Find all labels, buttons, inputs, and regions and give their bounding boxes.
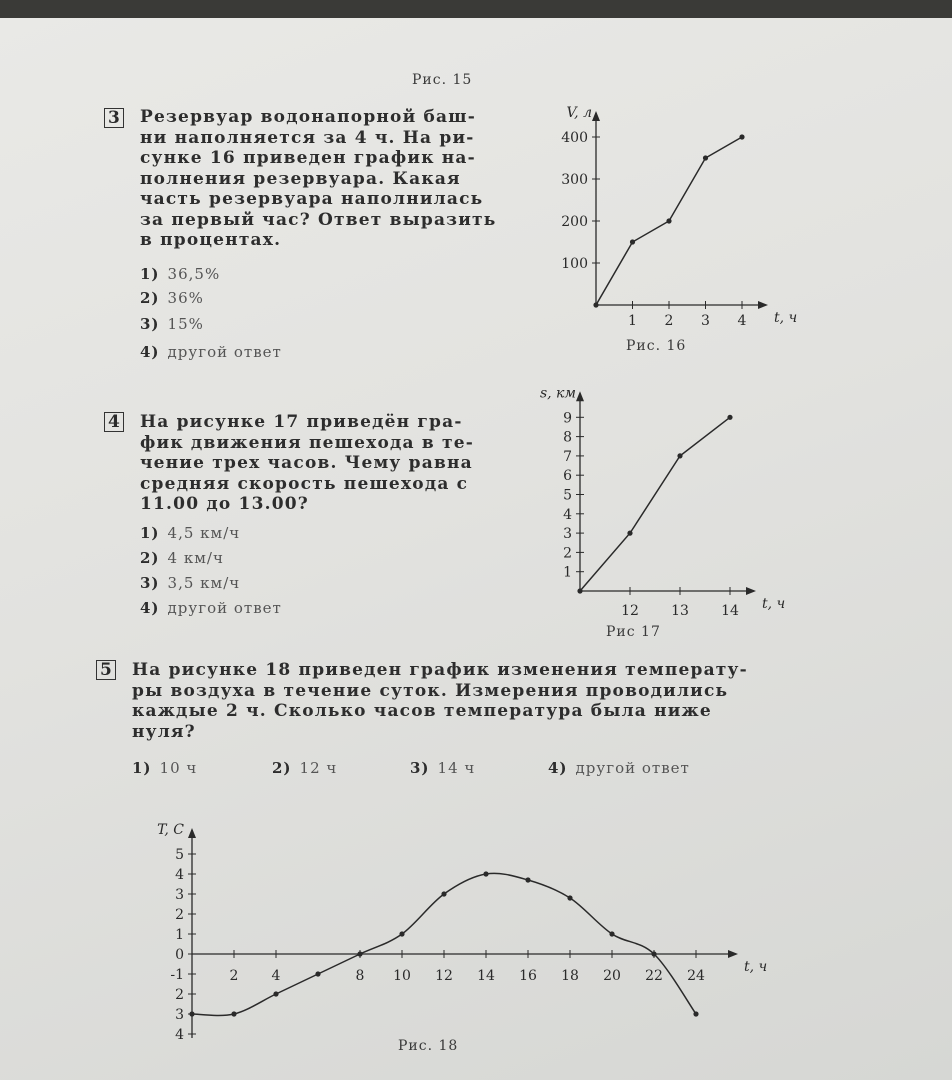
y-tick-label: 3: [563, 526, 572, 543]
q5-line: На рисунке 18 приведен график изменения температу-: [132, 660, 748, 680]
q5-text: [132, 660, 792, 742]
q3-option-2: [140, 289, 204, 307]
y-tick-label: 2: [175, 907, 184, 923]
q4-line: 11.00 до 13.00?: [140, 494, 309, 514]
q5-line: ры воздуха в течение суток. Измерения проводились: [132, 680, 729, 701]
q4-option-2: [140, 549, 224, 567]
x-tick-label: 1: [628, 313, 637, 329]
data-point: [651, 951, 656, 956]
y-tick-label: 6: [563, 468, 572, 485]
x-tick-label: 22: [645, 968, 663, 984]
x-tick-label: 3: [701, 313, 710, 329]
q5-option-2: [272, 759, 337, 777]
y-tick-label: 1: [563, 564, 572, 581]
q5-line: каждые 2 ч. Сколько часов температура была ниже: [132, 701, 712, 721]
option-value: другой ответ: [167, 343, 282, 361]
y-tick-label: 0: [175, 947, 184, 963]
option-value: 10 ч: [159, 759, 198, 777]
y-tick-label: 9: [563, 410, 572, 427]
option-number: 2): [140, 289, 160, 307]
y-tick-label: 3: [175, 1007, 184, 1023]
fig18-caption: Рис. 18: [398, 1038, 459, 1054]
x-axis-label: t, ч: [762, 596, 786, 612]
data-point: [666, 218, 671, 223]
q4-text: [140, 412, 520, 515]
y-tick-label: 2: [175, 987, 184, 1003]
y-tick-label: 300: [561, 172, 588, 188]
fig16-caption: Рис. 16: [626, 338, 687, 354]
data-point: [739, 134, 744, 139]
data-point: [273, 991, 278, 996]
option-value: 4 км/ч: [167, 549, 224, 567]
option-value: 36%: [167, 289, 204, 307]
x-tick-label: 10: [393, 968, 411, 984]
q5-option-3: [410, 759, 475, 777]
option-number: 1): [140, 524, 160, 542]
q3-line: ни наполняется за 4 ч. На ри-: [140, 127, 475, 148]
y-tick-label: 100: [561, 256, 588, 272]
y-tick-label: 4: [563, 506, 572, 523]
data-point: [703, 155, 708, 160]
x-tick-label: 4: [737, 313, 747, 329]
y-axis-arrow: [576, 391, 584, 401]
q4-line: чение трех часов. Чему равна: [140, 453, 473, 473]
y-tick-label: 200: [561, 214, 588, 230]
data-point: [567, 895, 572, 900]
x-axis-arrow: [746, 587, 756, 595]
chart-fig18: [130, 794, 780, 1043]
y-tick-label: -1: [170, 967, 184, 983]
x-tick-label: 13: [671, 603, 689, 619]
data-point: [483, 871, 488, 876]
x-tick-label: 24: [687, 968, 705, 984]
x-axis-label: t, ч: [774, 310, 798, 326]
q3-text: [140, 107, 520, 251]
q4-line: средняя скорость пешехода с: [140, 473, 469, 494]
textbook-page: [0, 18, 952, 1080]
option-value: 14 ч: [437, 759, 476, 777]
q5-line: нуля?: [132, 721, 196, 742]
option-number: 2): [272, 759, 292, 777]
y-axis-label: s, км: [539, 385, 576, 402]
x-tick-label: 8: [355, 968, 365, 984]
y-tick-label: 7: [563, 448, 572, 465]
data-point: [189, 1011, 194, 1016]
y-tick-label: 8: [563, 429, 572, 446]
y-tick-label: 3: [175, 887, 184, 903]
q5-number: 5: [96, 660, 116, 680]
q5-option-1: [132, 759, 197, 777]
option-number: 3): [410, 759, 430, 777]
x-axis-arrow: [758, 301, 768, 309]
y-axis-label: V, л: [566, 105, 592, 121]
x-tick-label: 4: [271, 968, 281, 984]
q4-option-1: [140, 524, 240, 542]
x-axis-label: t, ч: [744, 959, 768, 975]
data-point: [357, 951, 362, 956]
q3-line: Резервуар водонапорной баш-: [140, 107, 477, 127]
q3-number: 3: [104, 108, 124, 128]
option-number: 3): [140, 315, 160, 333]
option-number: 2): [140, 549, 160, 567]
q3-line: за первый час? Ответ выразить: [140, 209, 497, 230]
q4-option-3: [140, 574, 240, 592]
q3-line: часть резервуара наполнилась: [140, 189, 484, 209]
data-point: [593, 302, 598, 307]
y-tick-label: 5: [563, 487, 572, 504]
series-line: [580, 417, 730, 591]
option-value: другой ответ: [575, 759, 690, 777]
data-point: [231, 1011, 236, 1016]
chart-fig16: [540, 78, 800, 328]
q4-option-4: [140, 599, 282, 617]
data-point: [525, 877, 530, 882]
q3-option-3: [140, 315, 204, 333]
q3-line: полнения резервуара. Какая: [140, 168, 461, 189]
option-value: 4,5 км/ч: [167, 524, 241, 542]
x-tick-label: 2: [229, 968, 239, 984]
y-tick-label: 4: [175, 1027, 184, 1043]
option-value: другой ответ: [167, 599, 282, 617]
option-number: 1): [140, 265, 160, 283]
option-number: 4): [140, 343, 160, 361]
option-value: 15%: [167, 315, 204, 333]
x-tick-label: 12: [435, 968, 453, 984]
fig17-caption: Рис 17: [606, 624, 661, 640]
x-tick-label: 18: [561, 968, 579, 984]
data-point: [727, 415, 732, 420]
option-value: 36,5%: [167, 265, 221, 283]
data-point: [441, 891, 446, 896]
option-number: 4): [548, 759, 568, 777]
data-point: [609, 931, 614, 936]
y-tick-label: 1: [175, 927, 184, 943]
y-axis-arrow: [592, 111, 600, 121]
q5-option-4: [548, 759, 690, 777]
x-tick-label: 16: [519, 968, 537, 984]
data-point: [630, 239, 635, 244]
data-point: [627, 531, 632, 536]
data-point: [577, 588, 582, 593]
data-point: [399, 931, 404, 936]
y-axis-arrow: [188, 828, 196, 838]
option-number: 4): [140, 599, 160, 617]
x-tick-label: 20: [603, 968, 621, 984]
data-point: [677, 453, 682, 458]
y-tick-label: 2: [563, 545, 572, 562]
y-tick-label: 400: [561, 130, 588, 146]
y-tick-label: 5: [175, 847, 184, 863]
q3-option-1: [140, 265, 220, 283]
q3-line: сунке 16 приведен график на-: [140, 148, 476, 168]
q4-number: 4: [104, 412, 124, 432]
fig15-caption: Рис. 15: [412, 72, 473, 88]
x-tick-label: 14: [721, 603, 739, 619]
chart-fig17: [520, 374, 790, 619]
y-tick-label: 4: [175, 867, 184, 883]
x-axis-arrow: [728, 950, 738, 958]
q4-line: фик движения пешехода в те-: [140, 432, 475, 453]
y-axis-label: T, C: [157, 822, 184, 838]
x-tick-label: 2: [664, 313, 674, 329]
option-number: 1): [132, 759, 152, 777]
q3-option-4: [140, 343, 282, 361]
option-value: 3,5 км/ч: [167, 574, 241, 592]
option-value: 12 ч: [299, 759, 338, 777]
x-tick-label: 14: [477, 968, 495, 984]
x-tick-label: 12: [621, 603, 639, 619]
option-number: 3): [140, 574, 160, 592]
data-point: [315, 971, 320, 976]
data-point: [693, 1011, 698, 1016]
q3-line: в процентах.: [140, 230, 282, 250]
q4-line: На рисунке 17 приведён гра-: [140, 412, 463, 432]
